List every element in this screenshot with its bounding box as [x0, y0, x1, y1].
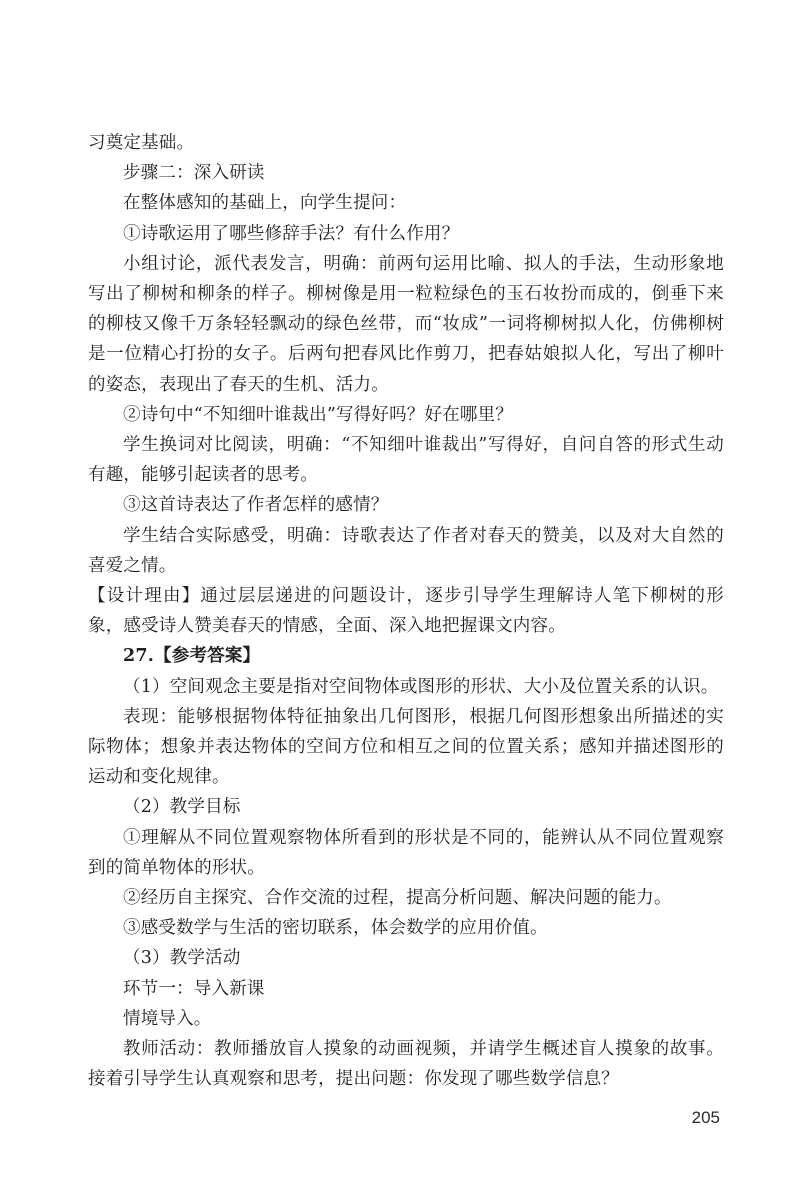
paragraph: 情境导入。	[123, 1008, 212, 1029]
paragraph: 在整体感知的基础上，向学生提问：	[123, 193, 407, 214]
paragraph: 教师活动：教师播放盲人摸象的动画视频，并请学生概述盲人摸象的故事。接着引导学生认真观察和思考，提出问题：你发现了哪些数学信息？	[88, 1039, 724, 1090]
step-heading: 步骤二：深入研读	[123, 163, 265, 184]
subheading-teaching-activities: （3）教学活动	[123, 948, 241, 969]
goal-3: ③感受数学与生活的密切联系，体会数学的应用价值。	[123, 918, 548, 939]
question-2: ②诗句中“不知细叶谁裁出”写得好吗？好在哪里？	[123, 404, 513, 425]
goal-1: ①理解从不同位置观察物体所看到的形状是不同的，能辨认从不同位置观察到的简单物体的形状。	[88, 827, 724, 878]
reference-answer-heading: 27.【参考答案】	[123, 646, 261, 667]
paragraph-continuation: 习奠定基础。	[88, 133, 195, 153]
subheading-teaching-goals: （2）教学目标	[123, 797, 241, 818]
paragraph: 表现：能够根据物体特征抽象出几何图形，根据几何图形想象出所描述的实际物体；想象并表达物体的空间方位和相互之间的位置关系；感知并描述图形的运动和变化规律。	[88, 706, 724, 788]
answer-1: 小组讨论，派代表发言，明确：前两句运用比喻、拟人的手法，生动形象地写出了柳树和柳条的样子。柳树像是用一粒粒绿色的玉石妆扮而成的，倒垂下来的柳枝又像千万条轻轻飘动的绿色丝带，而“妆成”一词将柳树拟人化，仿佛柳树是一位精心打扮的女子。后两句把春风比作剪刀，把春姑娘拟人化，写出了柳叶的姿态，表现出了春天的生机、活力。	[88, 253, 724, 395]
question-1: ①诗歌运用了哪些修辞手法？有什么作用？	[123, 223, 460, 244]
document-body	[88, 128, 724, 1095]
page-number: 205	[691, 1108, 720, 1127]
goal-2: ②经历自主探究、合作交流的过程，提高分析问题、解决问题的能力。	[123, 888, 672, 909]
paragraph: （1）空间观念主要是指对空间物体或图形的形状、大小及位置关系的认识。	[123, 676, 719, 697]
question-3: ③这首诗表达了作者怎样的感情？	[123, 495, 389, 516]
section-heading: 环节一：导入新课	[123, 978, 265, 999]
design-reason: 【设计理由】通过层层递进的问题设计，逐步引导学生理解诗人笔下柳树的形象，感受诗人赞美春天的情感，全面、深入地把握课文内容。	[88, 586, 724, 637]
answer-2: 学生换词对比阅读，明确：“不知细叶谁裁出”写得好，自问自答的形式生动有趣，能够引起读者的思考。	[88, 435, 724, 486]
answer-3: 学生结合实际感受，明确：诗歌表达了作者对春天的赞美，以及对大自然的喜爱之情。	[88, 525, 724, 576]
